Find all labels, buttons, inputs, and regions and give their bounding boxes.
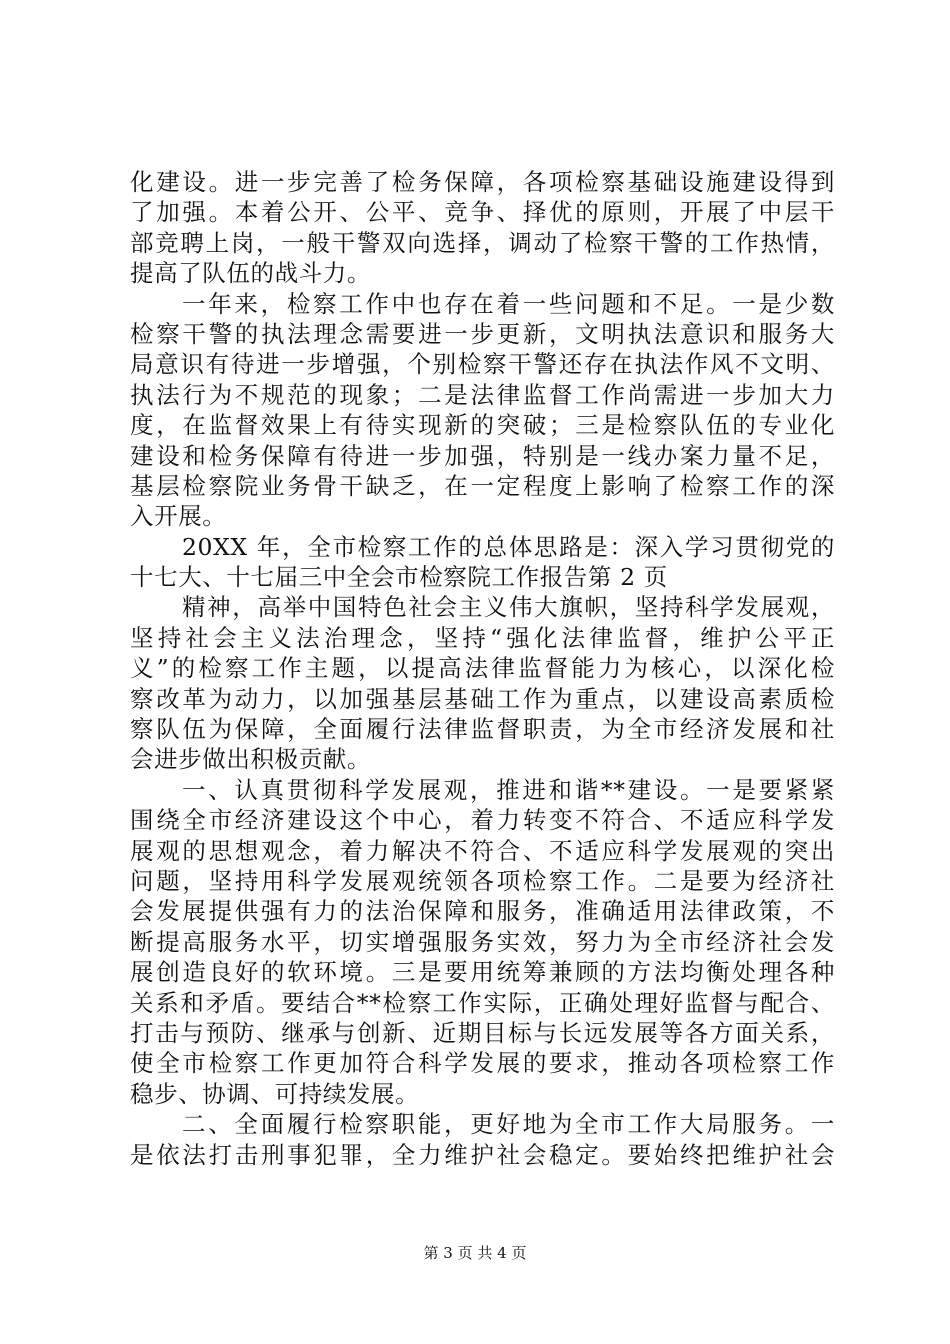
text-line: 展观的思想观念，着力解决不符合、不适应科学发展观的突出	[130, 836, 835, 865]
text-line: 义”的检察工作主题，以提高法律监督能力为核心，以深化检	[130, 654, 835, 683]
text-line: 会进步做出积极贡献。	[130, 745, 371, 774]
text-line: 会发展提供强有力的法治保障和服务，准确适用法律政策，不	[130, 897, 835, 926]
text-line: 十七大、十七届三中全会市检察院工作报告第 2 页	[130, 563, 668, 592]
paragraph-start-line: 精神，高举中国特色社会主义伟大旗帜，坚持科学发展观，	[182, 593, 835, 622]
text-line: 度，在监督效果上有待实现新的突破；三是检察队伍的专业化	[130, 411, 835, 440]
text-line: 是依法打击刑事犯罪，全力维护社会稳定。要始终把维护社会	[130, 1140, 835, 1169]
text-line: 检察干警的执法理念需要进一步更新，文明执法意识和服务大	[130, 319, 835, 348]
page-footer: 第 3 页 共 4 页	[423, 1244, 527, 1262]
text-line: 断提高服务水平，切实增强服务实效，努力为全市经济社会发	[130, 927, 835, 956]
text-line: 使全市检察工作更加符合科学发展的要求，推动各项检察工作	[130, 1049, 835, 1078]
text-line: 入开展。	[130, 502, 227, 531]
paragraph-start-line: 二、全面履行检察职能，更好地为全市工作大局服务。一	[182, 1110, 835, 1139]
text-line: 局意识有待进一步增强，个别检察干警还存在执法作风不文明、	[130, 350, 835, 379]
paragraph-start-line: 20XX 年，全市检察工作的总体思路是：深入学习贯彻党的	[182, 532, 835, 561]
text-line: 执法行为不规范的现象；二是法律监督工作尚需进一步加大力	[130, 380, 835, 409]
text-line: 坚持社会主义法治理念，坚持“强化法律监督，维护公平正	[130, 623, 835, 652]
paragraph-start-line: 一、认真贯彻科学发展观，推进和谐**建设。一是要紧紧	[182, 775, 835, 804]
text-line: 化建设。进一步完善了检务保障，各项检察基础设施建设得到	[130, 168, 835, 196]
text-line: 察队伍为保障，全面履行法律监督职责，为全市经济发展和社	[130, 715, 835, 744]
text-line: 了加强。本着公开、公平、竞争、择优的原则，开展了中层干	[130, 198, 835, 227]
document-body	[130, 167, 835, 1170]
text-line: 提高了队伍的战斗力。	[130, 259, 371, 288]
paragraph-start-line: 一年来，检察工作中也存在着一些问题和不足。一是少数	[182, 289, 835, 318]
text-line: 察改革为动力，以加强基层基础工作为重点，以建设高素质检	[130, 684, 835, 713]
text-line: 展创造良好的软环境。三是要用统筹兼顾的方法均衡处理各种	[130, 958, 835, 987]
text-line: 部竞聘上岗，一般干警双向选择，调动了检察干警的工作热情，	[130, 228, 835, 257]
text-line: 建设和检务保障有待进一步加强，特别是一线办案力量不足，	[130, 441, 835, 470]
text-line: 关系和矛盾。要结合**检察工作实际，正确处理好监督与配合、	[130, 988, 835, 1017]
text-line: 基层检察院业务骨干缺乏，在一定程度上影响了检察工作的深	[130, 471, 835, 500]
text-line: 稳步、协调、可持续发展。	[130, 1079, 420, 1108]
text-line: 问题，坚持用科学发展观统领各项检察工作。二是要为经济社	[130, 866, 835, 895]
text-line: 围绕全市经济建设这个中心，着力转变不符合、不适应科学发	[130, 806, 835, 835]
text-line: 打击与预防、继承与创新、近期目标与长远发展等各方面关系，	[130, 1018, 835, 1047]
